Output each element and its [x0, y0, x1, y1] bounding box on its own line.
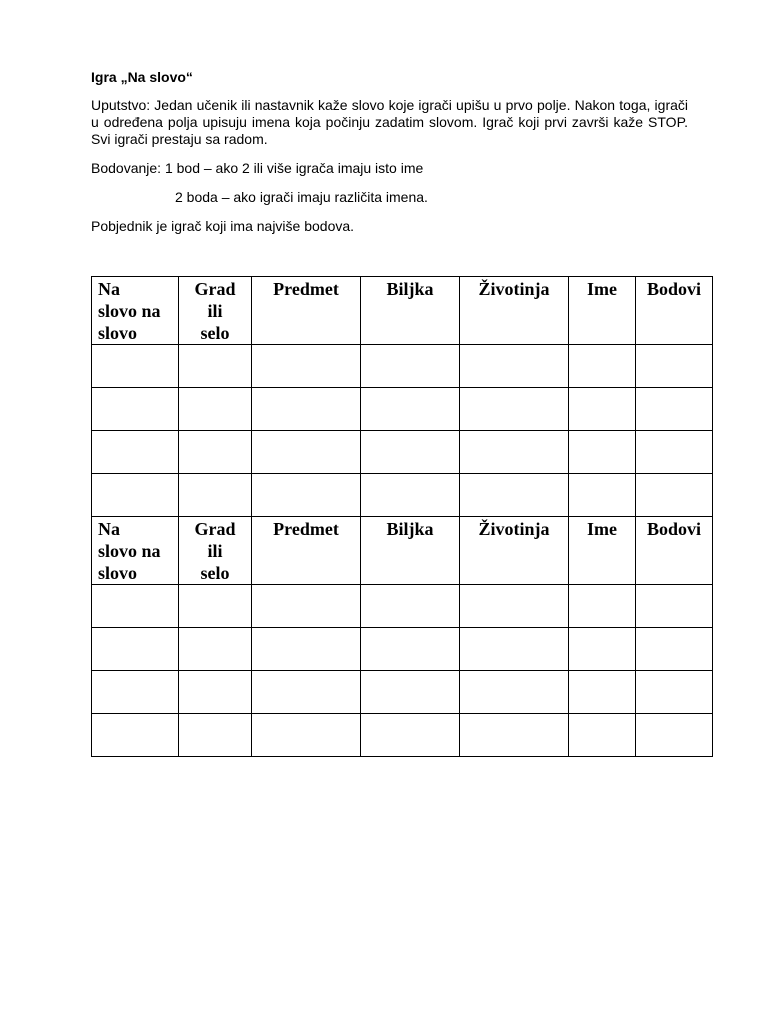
table-cell[interactable]: [460, 671, 569, 714]
table-cell[interactable]: [636, 474, 713, 517]
table-cell[interactable]: [92, 671, 179, 714]
table-cell[interactable]: [252, 474, 361, 517]
table-cell[interactable]: [92, 345, 179, 388]
table-cell[interactable]: [460, 714, 569, 757]
table-cell[interactable]: [361, 714, 460, 757]
header-animal: Životinja: [460, 277, 569, 345]
table-row: [92, 628, 713, 671]
table-cell[interactable]: [252, 671, 361, 714]
table-cell[interactable]: [92, 585, 179, 628]
table-cell[interactable]: [569, 628, 636, 671]
header-plant: Biljka: [361, 277, 460, 345]
table-cell[interactable]: [636, 585, 713, 628]
table-cell[interactable]: [361, 431, 460, 474]
table-row: [92, 345, 713, 388]
header-plant: Biljka: [361, 517, 460, 585]
table-cell[interactable]: [460, 628, 569, 671]
table-cell[interactable]: [252, 714, 361, 757]
table-row: [92, 714, 713, 757]
table-cell[interactable]: [361, 585, 460, 628]
header-points: Bodovi: [636, 517, 713, 585]
table-cell[interactable]: [361, 388, 460, 431]
table-cell[interactable]: [92, 628, 179, 671]
table-cell[interactable]: [636, 388, 713, 431]
header-animal: Životinja: [460, 517, 569, 585]
table-cell[interactable]: [92, 714, 179, 757]
table-cell[interactable]: [636, 714, 713, 757]
table-cell[interactable]: [361, 628, 460, 671]
game-table-2: [91, 516, 713, 757]
scoring-line-2: 2 boda – ako igrači imaju različita imena.: [175, 189, 428, 205]
table-row: [92, 388, 713, 431]
table-cell[interactable]: [92, 474, 179, 517]
table-cell[interactable]: [460, 388, 569, 431]
table-cell[interactable]: [179, 671, 252, 714]
table-cell[interactable]: [460, 431, 569, 474]
scoring-line-1: Bodovanje: 1 bod – ako 2 ili više igrača imaju isto ime: [91, 160, 424, 176]
table-row: [92, 474, 713, 517]
table-cell[interactable]: [252, 585, 361, 628]
table-cell[interactable]: [252, 388, 361, 431]
table-row: [92, 431, 713, 474]
header-name: Ime: [569, 277, 636, 345]
table-cell[interactable]: [460, 474, 569, 517]
header-letter: Na slovo na slovo: [92, 277, 179, 345]
table-cell[interactable]: [92, 431, 179, 474]
table-cell[interactable]: [179, 388, 252, 431]
header-object: Predmet: [252, 277, 361, 345]
header-points: Bodovi: [636, 277, 713, 345]
table-row: [92, 585, 713, 628]
table-cell[interactable]: [361, 345, 460, 388]
header-city: Grad ili selo: [179, 277, 252, 345]
table-cell[interactable]: [92, 388, 179, 431]
table-row: [92, 671, 713, 714]
table-cell[interactable]: [179, 474, 252, 517]
header-name: Ime: [569, 517, 636, 585]
table-cell[interactable]: [460, 585, 569, 628]
table-cell[interactable]: [179, 585, 252, 628]
table-cell[interactable]: [636, 628, 713, 671]
header-row: [92, 277, 713, 345]
table-cell[interactable]: [636, 431, 713, 474]
header-city: Grad ili selo: [179, 517, 252, 585]
table-cell[interactable]: [179, 628, 252, 671]
page-title: Igra „Na slovo“: [91, 69, 193, 85]
table-cell[interactable]: [361, 671, 460, 714]
table-cell[interactable]: [636, 671, 713, 714]
table-cell[interactable]: [569, 345, 636, 388]
winner-text: Pobjednik je igrač koji ima najviše bodova.: [91, 218, 355, 234]
table-cell[interactable]: [569, 671, 636, 714]
table-cell[interactable]: [569, 714, 636, 757]
table-cell[interactable]: [569, 431, 636, 474]
table-cell[interactable]: [569, 388, 636, 431]
header-letter: Na slovo na slovo: [92, 517, 179, 585]
table-cell[interactable]: [460, 345, 569, 388]
game-table-1: [91, 276, 713, 517]
table-cell[interactable]: [179, 431, 252, 474]
instructions-text: Uputstvo: Jedan učenik ili nastavnik kaže slovo koje igrači upišu u prvo polje. Nakon toga, igrači u određena polja upisuju imena koja počinju zadatim slovom. Igrač koji prvi završi kaže STOP. Svi igrači prestaju sa radom.: [91, 97, 688, 147]
table-cell[interactable]: [361, 474, 460, 517]
table-cell[interactable]: [179, 714, 252, 757]
table-cell[interactable]: [569, 585, 636, 628]
table-cell[interactable]: [569, 474, 636, 517]
table-cell[interactable]: [179, 345, 252, 388]
header-object: Predmet: [252, 517, 361, 585]
table-cell[interactable]: [252, 345, 361, 388]
table-cell[interactable]: [252, 628, 361, 671]
header-row: [92, 517, 713, 585]
table-cell[interactable]: [636, 345, 713, 388]
table-cell[interactable]: [252, 431, 361, 474]
